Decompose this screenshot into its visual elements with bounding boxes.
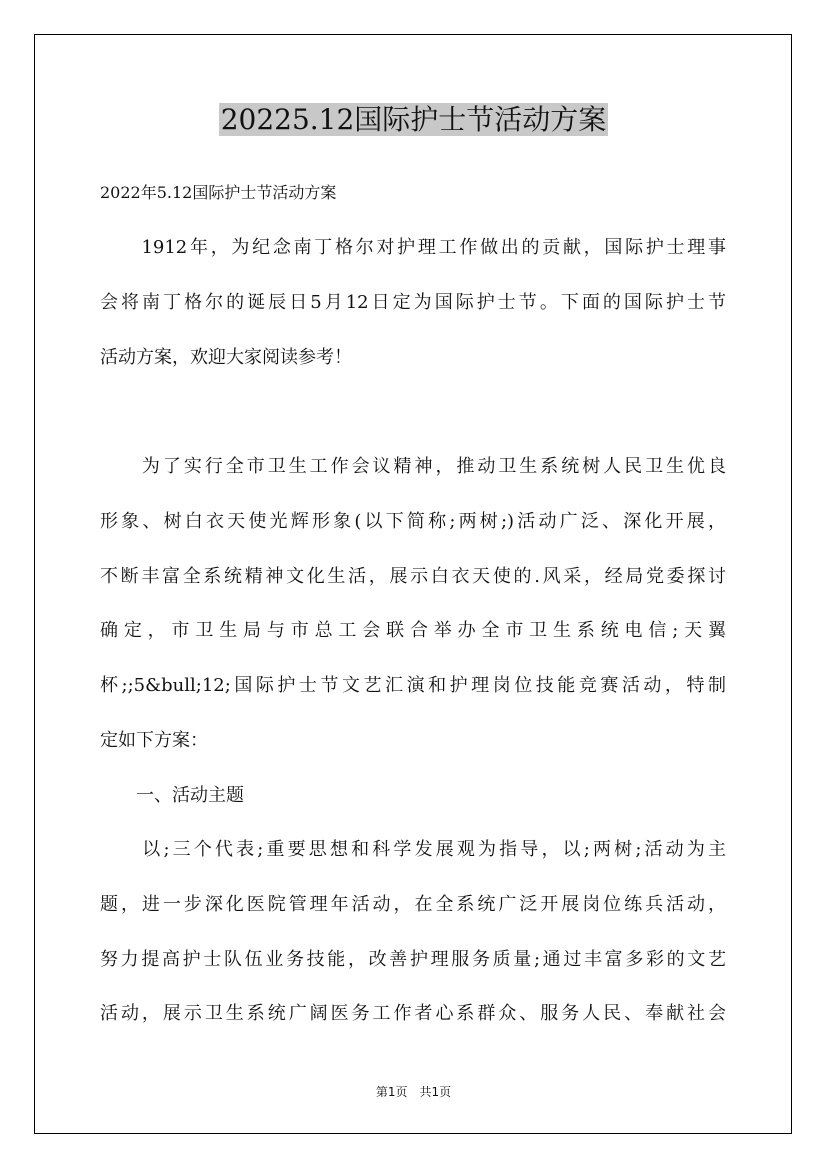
paragraph-line: 以;三个代表;重要思想和科学发展观为指导，以;两树;活动为主	[100, 839, 726, 860]
paragraph-line: 杯;;5&bull;12;国际护士节文艺汇演和护理岗位技能竞赛活动，特制	[100, 675, 726, 696]
section-heading: 一、活动主题	[100, 785, 244, 806]
paragraph-line: 不断丰富全系统精神文化生活，展示白衣天使的.风采，经局党委探讨	[100, 566, 726, 587]
paragraph-line: 活动方案，欢迎大家阅读参考！	[100, 347, 352, 368]
document-subtitle: 2022年5.12国际护士节活动方案	[100, 183, 337, 202]
paragraph-line: 定如下方案：	[100, 730, 208, 751]
document-title: 20225.12国际护士节活动方案	[220, 103, 607, 136]
paragraph-line: 努力提高护士队伍业务技能，改善护理服务质量;通过丰富多彩的文艺	[100, 949, 726, 970]
paragraph-line: 活动，展示卫生系统广阔医务工作者心系群众、服务人民、奉献社会	[100, 1003, 726, 1024]
paragraph-line: 会将南丁格尔的诞辰日5月12日定为国际护士节。下面的国际护士节	[100, 292, 726, 313]
paragraph-line: 1912年，为纪念南丁格尔对护理工作做出的贡献，国际护士理事	[100, 237, 726, 258]
paragraph-line: 题，进一步深化医院管理年活动，在全系统广泛开展岗位练兵活动，	[100, 894, 726, 915]
paragraph-line: 形象、树白衣天使光辉形象(以下简称;两树;)活动广泛、深化开展，	[100, 511, 726, 532]
page-footer: 第1页 共1页	[375, 1085, 452, 1099]
paragraph-line: 为了实行全市卫生工作会议精神，推动卫生系统树人民卫生优良	[100, 456, 726, 477]
paragraph-line: 确定，市卫生局与市总工会联合举办全市卫生系统电信;天翼	[100, 620, 726, 641]
